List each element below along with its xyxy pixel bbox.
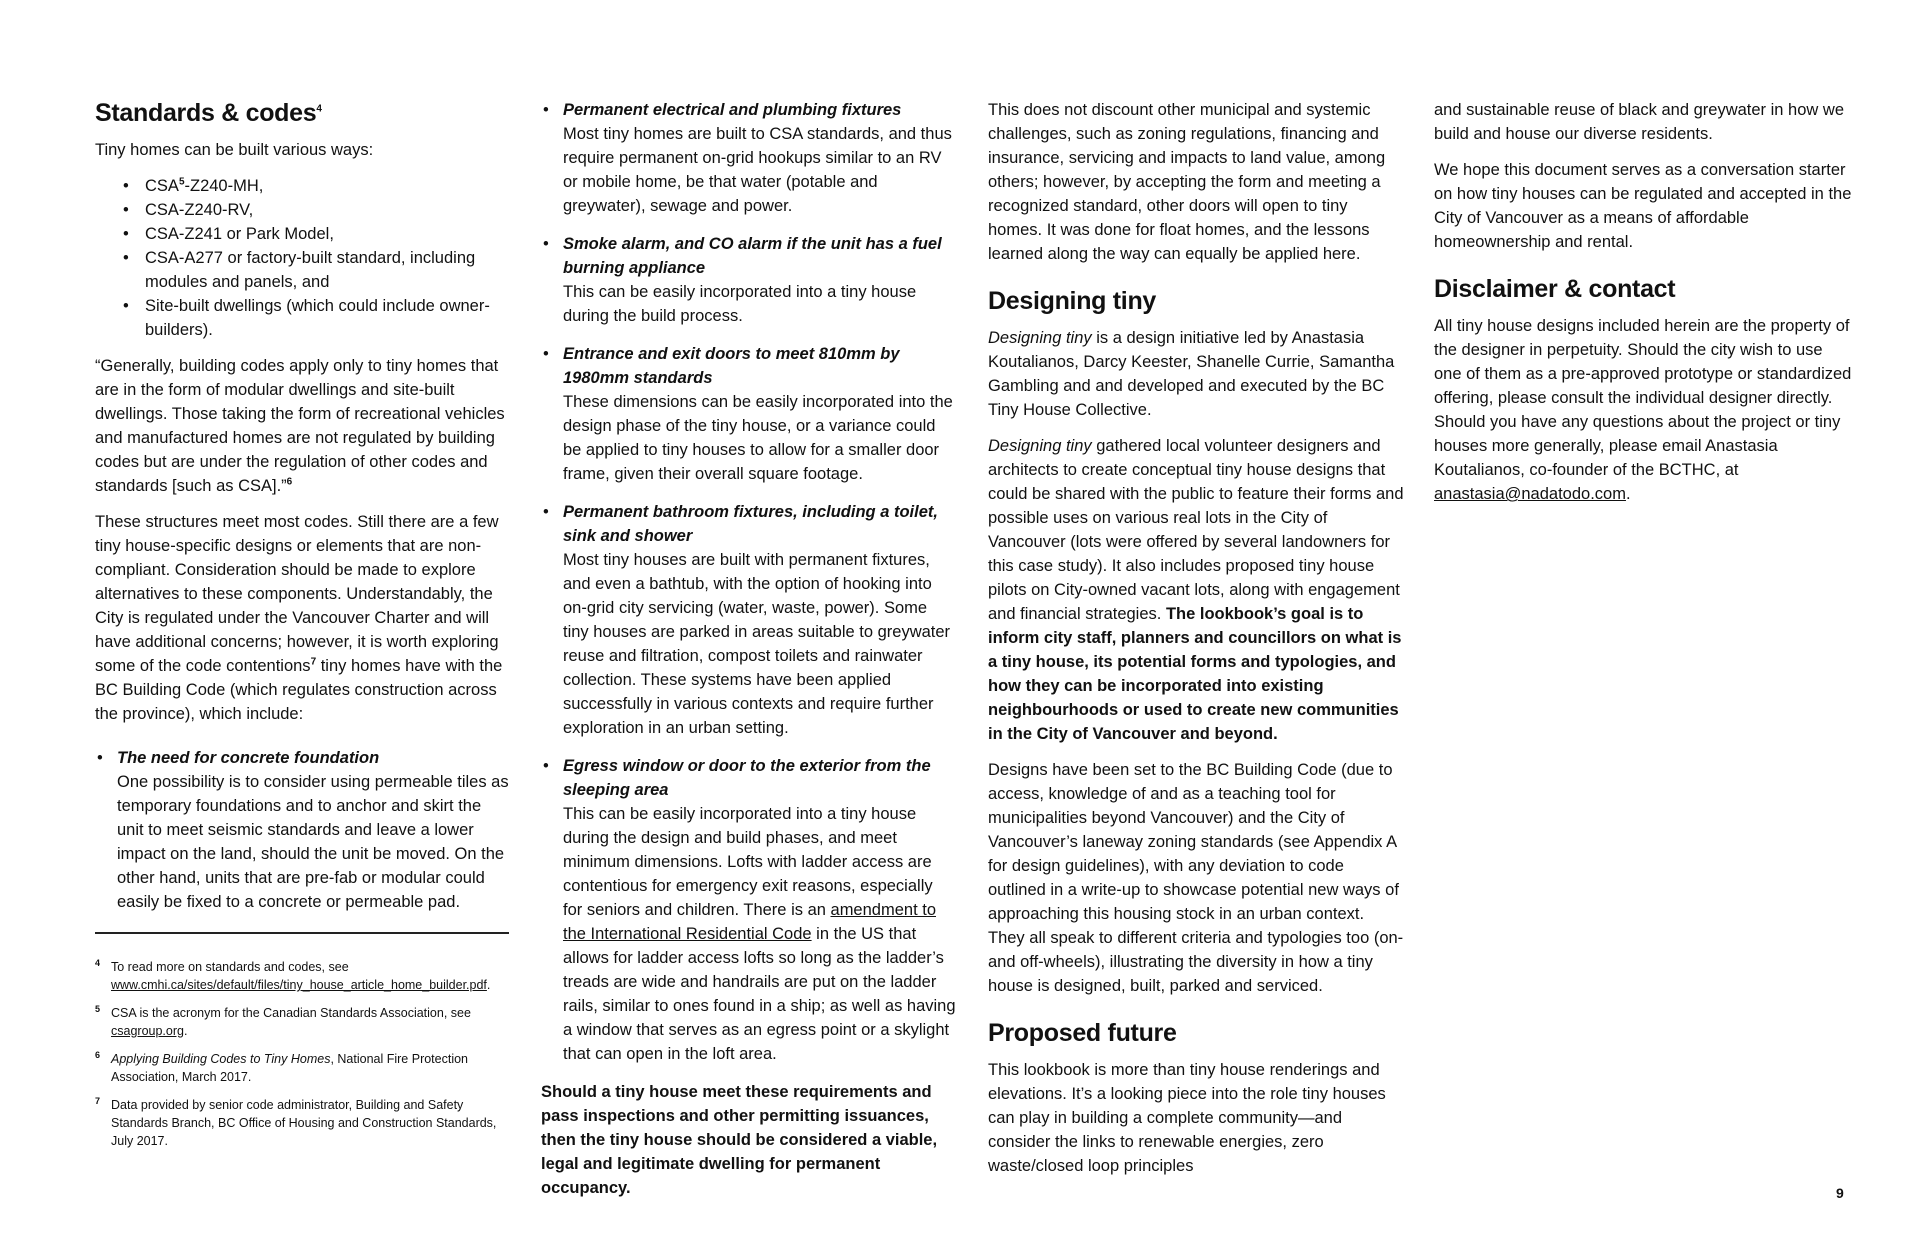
requirement-item [541,232,956,328]
requirement-item [541,500,956,740]
bullet-icon: • [543,101,549,119]
requirement-body: One possibility is to consider using permeable tiles as temporary foundations and to anchor and skirt the unit to meet seismic standards and leave a lower impact on the land, should the unit be moved. On the other hand, units that are pre-fab or modular could easily be fixed to a concrete or permeable pad. [117,773,509,911]
requirement-body: This can be easily incorporated into a tiny house during the build process. [563,283,917,325]
requirement-body: Most tiny homes are built to CSA standards, and thus require permanent on-grid hookups similar to an RV or mobile home, be that water (potable and greywater), sewage and power. [563,125,952,215]
bullet-icon: • [543,503,549,521]
list-item: • CSA-Z241 or Park Model, [123,222,510,246]
column-3 [988,98,1404,1190]
disclaimer-paragraph: All tiny house designs included herein are the property of the designer in perpetuity. Should the city wish to use one of them as a pre-approved prototype or standardized offering, please consult the individual designer directly. Should you have any questions about the project or tiny houses more generally, please email Anastasia Koutalianos, co-founder of the BCTHC, at anastasia@nadatodo.com. [1434,317,1852,503]
page-number: 9 [1836,1185,1844,1201]
footnote-link[interactable]: csagroup.org [111,1024,184,1038]
quote-paragraph: “Generally, building codes apply only to tiny homes that are in the form of modular dwellings and site-built dwellings. Those taking the form of recreational vehicles and manufactured homes are not regulated by building codes but are under the regulation of other codes and standards [such as CSA].”$^6$ [95,357,505,495]
requirement-item [541,342,956,486]
building-code-paragraph: Designs have been set to the BC Building Code (due to access, knowledge of and as a teaching tool for municipalities beyond Vancouver) and the City of Vancouver’s laneway zoning standards (see Appendix A for design guidelines), with any deviation to code outlined in a write-up to showcase potential new ways of approaching this housing stock in an urban context. They all speak to different criteria and typologies too (on- and off-wheels), illustrating the diversity in how a tiny house is designed, built, parked and serviced. [988,761,1404,995]
bullet-icon: • [543,235,549,253]
requirement-title: Permanent bathroom fixtures, including a toilet, sink and shower [563,503,938,545]
footnote-link[interactable]: www.cmhi.ca/sites/default/files/tiny_house_article_home_builder.pdf [111,978,487,992]
footnote-6: 6 Applying Building Codes to Tiny Homes, National Fire Protection Association, March 2017. [95,1050,469,1084]
requirement-title: Smoke alarm, and CO alarm if the unit has a fuel burning appliance [563,235,942,277]
column-2 [541,98,956,1212]
requirement-title: Permanent electrical and plumbing fixtures [563,101,902,119]
requirement-item [541,98,956,218]
list-item: • CSA$^5$-Z240-MH, [123,174,510,198]
designing-tiny-details: Designing tiny gathered local volunteer designers and architects to create conceptual tiny house designs that could be shared with the public to feature their forms and possible uses on various real lots in the City of Vancouver (lots were offered by several landowners for this case study). It also includes proposed tiny house pilots on City-owned vacant lots, along with engagement and financial strategies. The lookbook’s goal is to inform city staff, planners and councillors on what is a tiny house, its potential forms and typologies, and how they can be incorporated into existing neighbourhoods or used to create new communities in the City of Vancouver and beyond. [988,437,1404,743]
requirement-item [541,754,956,1066]
designing-tiny-heading: Designing tiny [988,287,1157,315]
requirement-body: These dimensions can be easily incorporated into the design phase of the tiny house, or a variance could be applied to tiny houses to allow for a smaller door frame, given their overall square footage. [563,393,953,483]
footnote-5: 5 CSA is the acronym for the Canadian Standards Association, see csagroup.org. [95,1004,471,1038]
standards-heading: Standards & codes$^4$ [95,99,322,127]
list-item: • CSA-Z240-RV, [123,198,510,222]
column-4 [1434,98,1854,518]
bullet-icon: • [543,757,549,775]
disclaimer-heading: Disclaimer & contact [1434,275,1676,303]
conversation-paragraph: We hope this document serves as a conversation starter on how tiny houses can be regulated and accepted in the City of Vancouver as a means of affordable homeownership and rental. [1434,161,1852,251]
column-1 [95,98,510,928]
proposed-future-heading: Proposed future [988,1019,1177,1047]
list-item: • Site-built dwellings (which could include owner-builders). [123,294,510,342]
codes-list [95,174,510,342]
requirement-body: This can be easily incorporated into a tiny house during the design and build phases, and meet minimum dimensions. Lofts with ladder access are contentious for emergency exit reasons, especially for seniors and children. There is an amendment to the International Residential Code in the US that allows for ladder access lofts so long as the ladder’s treads are wide and handrails are put on the ladder rails, similar to ones found in a ship; as well as having a window that serves as an egress point or a skylight that can open in the loft area. [563,805,956,1063]
footnote-divider [95,932,509,934]
challenges-paragraph: This does not discount other municipal and systemic challenges, such as zoning regulations, financing and insurance, servicing and impacts to land value, among others; however, by accepting the form and meeting a recognized standard, other doors will open to tiny homes. It was done for float homes, and the lessons learned along the way can equally be applied here. [988,101,1386,263]
irc-amendment-link[interactable]: amendment to the International Residential Code [563,901,936,943]
email-link[interactable]: anastasia@nadatodo.com [1434,485,1626,503]
footnote-4: 4 To read more on standards and codes, see www.cmhi.ca/sites/default/files/tiny_house_article_home_builder.pdf. [95,958,491,992]
closing-statement: Should a tiny house meet these requirements and pass inspections and other permitting issuances, then the tiny house should be considered a viable, legal and legitimate dwelling for permanent occupancy. [541,1083,938,1197]
intro-text: Tiny homes can be built various ways: [95,141,374,159]
bullet-icon: • [97,749,103,767]
requirement-title: The need for concrete foundation [117,749,380,767]
requirement-title: Egress window or door to the exterior from the sleeping area [563,757,931,799]
requirement-item [95,746,510,914]
designing-tiny-intro: Designing tiny is a design initiative led by Anastasia Koutalianos, Darcy Keester, Shanelle Currie, Samantha Gambling and and developed and executed by the BC Tiny House Collective. [988,329,1395,419]
requirement-title: Entrance and exit doors to meet 810mm by 1980mm standards [563,345,900,387]
list-item: • CSA-A277 or factory-built standard, including modules and panels, and [123,246,510,294]
proposed-future-paragraph: This lookbook is more than tiny house renderings and elevations. It’s a looking piece into the role tiny houses can play in building a complete community—and consider the links to renewable energies, zero waste/closed loop principles [988,1061,1386,1175]
requirement-body: Most tiny houses are built with permanent fixtures, and even a bathtub, with the option of hooking into on-grid city servicing (water, waste, power). Some tiny houses are parked in areas suitable to greywater reuse and filtration, compost toilets and rainwater collection. These systems have been applied successfully in various contexts and require further exploration in an urban setting. [563,551,951,737]
continued-paragraph: and sustainable reuse of black and greywater in how we build and house our diverse residents. [1434,101,1844,143]
bullet-icon: • [543,345,549,363]
footnotes [95,958,515,1160]
footnote-7: 7 Data provided by senior code administrator, Building and Safety Standards Branch, BC Office of Housing and Construction Standards, July 2017. [95,1096,497,1148]
code-contentions-paragraph: These structures meet most codes. Still there are a few tiny house-specific designs or elements that are non-compliant. Consideration should be made to explore alternatives to these components. Understandably, the City is regulated under the Vancouver Charter and will have additional concerns; however, it is worth exploring some of the code contentions$^7$ tiny homes have with the BC Building Code (which regulates construction across the province), which include: [95,513,503,723]
